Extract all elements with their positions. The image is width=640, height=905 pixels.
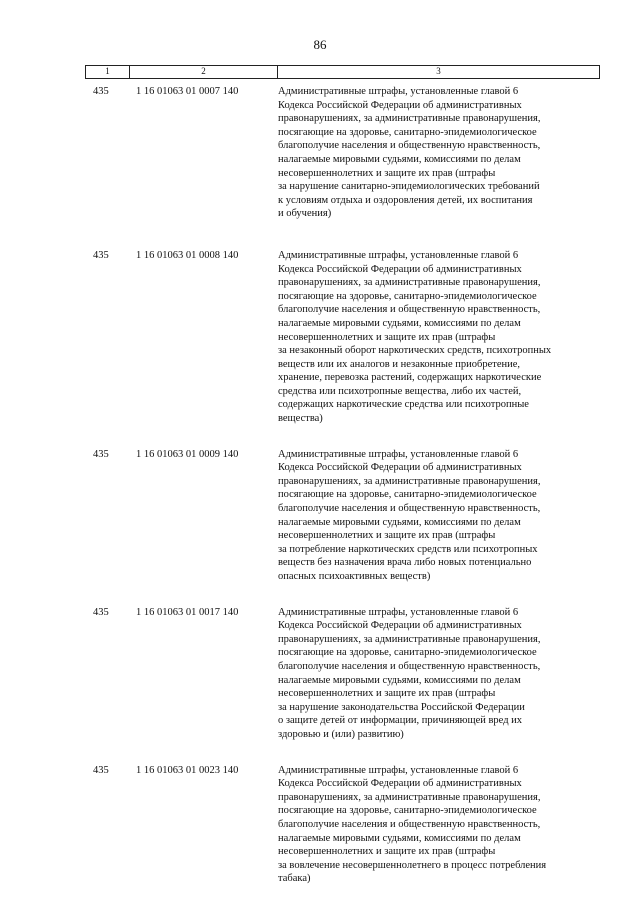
revenue-description: Административные штрафы, установленные главой 6 Кодекса Российской Федерации об административных правонарушениях, за административные правонарушения, посягающие на здоровье, санитарно-эпидемиологическое благополучие населения и общественную нравственность, налагаемые мировыми судьями, комиссиями по делам несовершеннолетних и защите их прав (штрафы за нарушение законодательства Российской Федерации о защите детей от информации, причиняющей вред их здоровью и (или) развитию)	[278, 606, 541, 740]
admin-code: 435	[93, 249, 109, 261]
admin-code: 435	[93, 86, 109, 97]
header-col-2: 2	[130, 66, 278, 78]
revenue-description: Административные штрафы, установленные главой 6 Кодекса Российской Федерации об административных правонарушениях, за административные правонарушения, посягающие на здоровье, санитарно-эпидемиологическое благополучие населения и общественную нравственность, налагаемые мировыми судьями, комиссиями по делам несовершеннолетних и защите их прав (штрафы за нарушение санитарно-эпидемиологических требований к условиям отдыха и оздоровления детей, их воспитания и обучения)	[278, 86, 541, 220]
budget-classification-code: 1 16 01063 01 0023 140	[136, 764, 239, 776]
budget-classification-code: 1 16 01063 01 0008 140	[136, 249, 239, 261]
table-row	[85, 606, 600, 742]
table-row	[85, 249, 600, 426]
budget-classification-code: 1 16 01063 01 0017 140	[136, 606, 239, 618]
header-col-3: 3	[278, 66, 600, 78]
revenue-description: Административные штрафы, установленные главой 6 Кодекса Российской Федерации об административных правонарушениях, за административные правонарушения, посягающие на здоровье, санитарно-эпидемиологическое благополучие населения и общественную нравственность, налагаемые мировыми судьями, комиссиями по делам несовершеннолетних и защите их прав (штрафы за вовлечение несовершеннолетнего в процесс потребления табака)	[278, 764, 547, 885]
budget-classification-code: 1 16 01063 01 0007 140	[136, 86, 239, 97]
header-col-1: 1	[86, 66, 130, 78]
admin-code: 435	[93, 606, 109, 618]
table-header	[85, 65, 600, 79]
revenue-description: Административные штрафы, установленные главой 6 Кодекса Российской Федерации об административных правонарушениях, за административные правонарушения, посягающие на здоровье, санитарно-эпидемиологическое благополучие населения и общественную нравственность, налагаемые мировыми судьями, комиссиями по делам несовершеннолетних и защите их прав (штрафы за потребление наркотических средств или психотропных веществ без назначения врача либо новых потенциально опасных психоактивных веществ)	[278, 448, 541, 582]
table-row	[85, 85, 600, 221]
revenue-description: Административные штрафы, установленные главой 6 Кодекса Российской Федерации об административных правонарушениях, за административные правонарушения, посягающие на здоровье, санитарно-эпидемиологическое благополучие населения и общественную нравственность, налагаемые мировыми судьями, комиссиями по делам несовершеннолетних и защите их прав (штрафы за незаконный оборот наркотических средств, психотропных веществ или их аналогов и незаконные приобретение, хранение, перевозка растений, содержащих наркотические средства или психотропные вещества, либо их частей, содержащих наркотические средства или психотропные вещества)	[278, 249, 552, 425]
budget-classification-code: 1 16 01063 01 0009 140	[136, 448, 239, 460]
table-row	[85, 448, 600, 584]
admin-code: 435	[93, 448, 109, 460]
admin-code: 435	[93, 764, 109, 776]
revenue-code-table	[85, 65, 600, 886]
page-number: 86	[313, 37, 327, 52]
table-row	[85, 764, 600, 886]
